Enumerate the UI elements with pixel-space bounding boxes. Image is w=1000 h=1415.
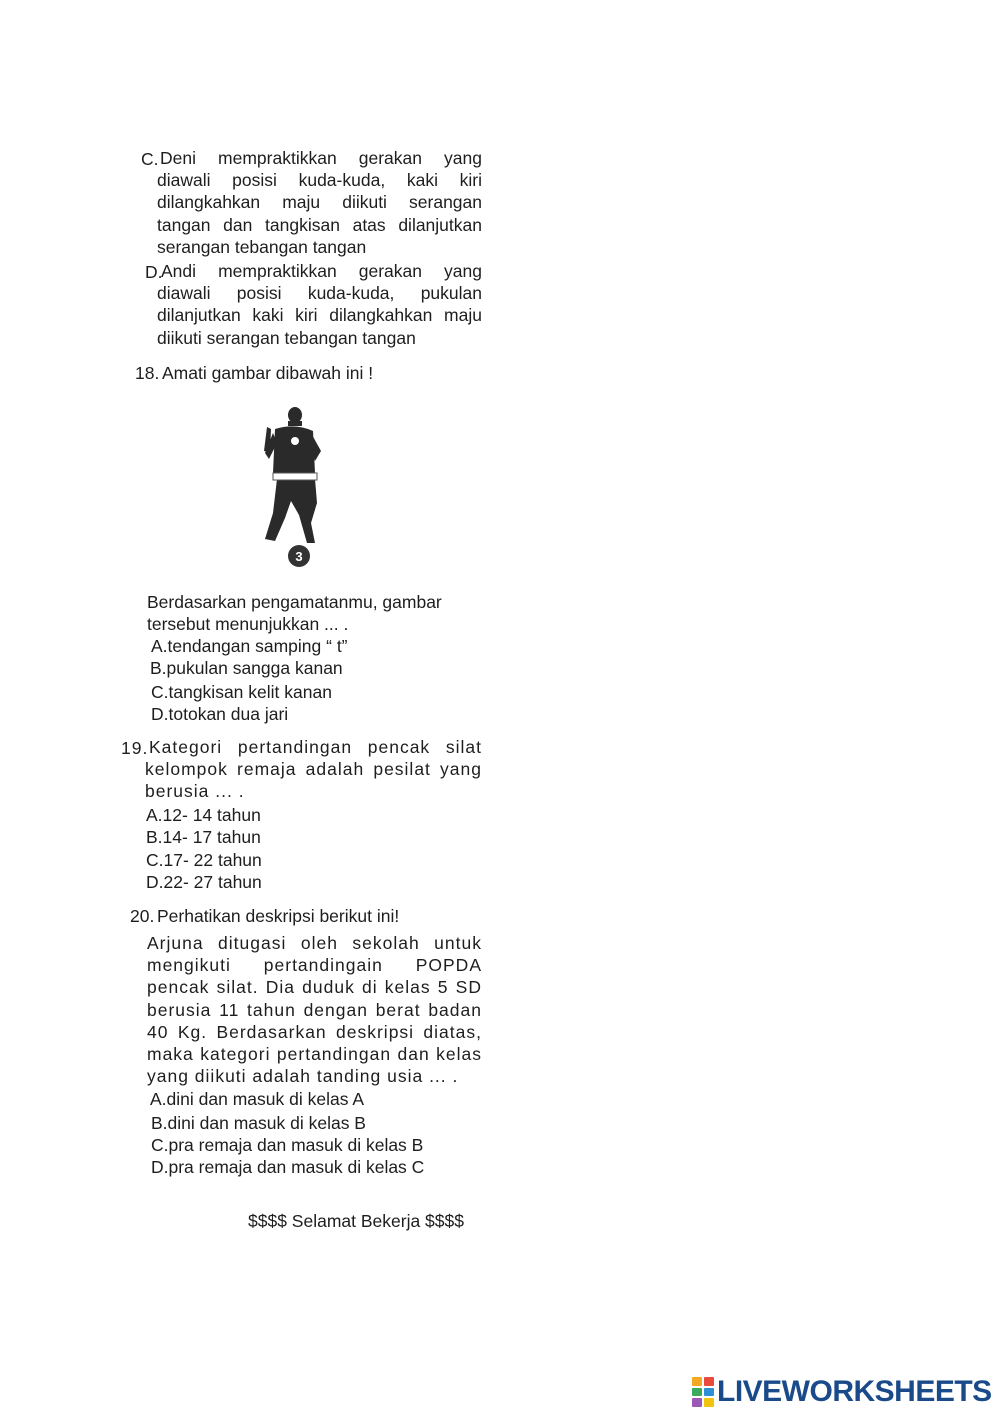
q18-question-line1: Berdasarkan pengamatanmu, gambar [147, 592, 442, 612]
q18-question-line2: tersebut menunjukkan ... . [147, 614, 349, 634]
q17-option-c-body: Deni mempraktikkan gerakan yang diawali posisi kuda-kuda, kaki kiri dilangkahkan maju diikuti serangan tangan dan tangkisan atas dilanjutkan serangan tebangan tangan [157, 148, 482, 257]
logo-block-1 [692, 1377, 702, 1386]
q19-option-a: A.12- 14 tahun [146, 805, 261, 825]
q20-number: 20. [130, 906, 155, 926]
logo-block-3 [692, 1388, 702, 1397]
q20-option-a: A.dini dan masuk di kelas A [150, 1089, 365, 1109]
logo-block-5 [692, 1398, 702, 1407]
q18-option-b: B.pukulan sangga kanan [150, 658, 343, 678]
logo-block-6 [704, 1398, 714, 1407]
q20-option-d: D.pra remaja dan masuk di kelas C [151, 1157, 425, 1177]
q18-prompt: Amati gambar dibawah ini ! [162, 363, 374, 383]
q20-prompt: Perhatikan deskripsi berikut ini! [157, 906, 400, 926]
q19-text: Kategori pertandingan pencak silat kelompok remaja adalah pesilat yang berusia ... . [145, 737, 482, 802]
q19-option-b: B.14- 17 tahun [146, 827, 261, 847]
closing-message: $$$$ Selamat Bekerja $$$$ [248, 1211, 464, 1231]
q17-option-d-text [157, 260, 482, 349]
q19-option-d: D.22- 27 tahun [146, 872, 262, 892]
liveworksheets-logo-icon [692, 1377, 714, 1407]
logo-block-4 [704, 1388, 714, 1397]
q18-number: 18. [135, 363, 160, 383]
q18-option-a: A.tendangan samping “ t” [151, 636, 348, 656]
q19-option-c: C.17- 22 tahun [146, 850, 262, 870]
q17-option-c-label: C. [141, 149, 159, 169]
q17-option-d-body: Andi mempraktikkan gerakan yang diawali posisi kuda-kuda, pukulan dilanjutkan kaki kiri dilangkahkan maju diikuti serangan tebangan tangan [157, 261, 482, 348]
q18-option-c: C.tangkisan kelit kanan [151, 682, 332, 702]
martial-arts-stance-figure [255, 403, 325, 571]
q18-option-d: D.totokan dua jari [151, 704, 289, 724]
figure-badge-text: 3 [295, 549, 303, 564]
q19-text-wrap [145, 736, 482, 803]
q19-number: 19. [121, 738, 149, 758]
q17-option-c-text [157, 147, 482, 258]
q17-option-d-label: D. [145, 262, 163, 282]
liveworksheets-logo [692, 1375, 992, 1409]
q20-option-b: B.dini dan masuk di kelas B [151, 1113, 366, 1133]
logo-text: LIVEWORKSHEETS [717, 1375, 992, 1408]
logo-block-2 [704, 1377, 714, 1386]
q20-description: Arjuna ditugasi oleh sekolah untuk mengikuti pertandingain POPDA pencak silat. Dia duduk di kelas 5 SD berusia 11 tahun dengan berat badan 40 Kg. Berdasarkan deskripsi diatas, maka kategori pertandingan dan kelas yang diikuti adalah tanding usia ... . [147, 933, 482, 1087]
q20-option-c: C.pra remaja dan masuk di kelas B [151, 1135, 424, 1155]
